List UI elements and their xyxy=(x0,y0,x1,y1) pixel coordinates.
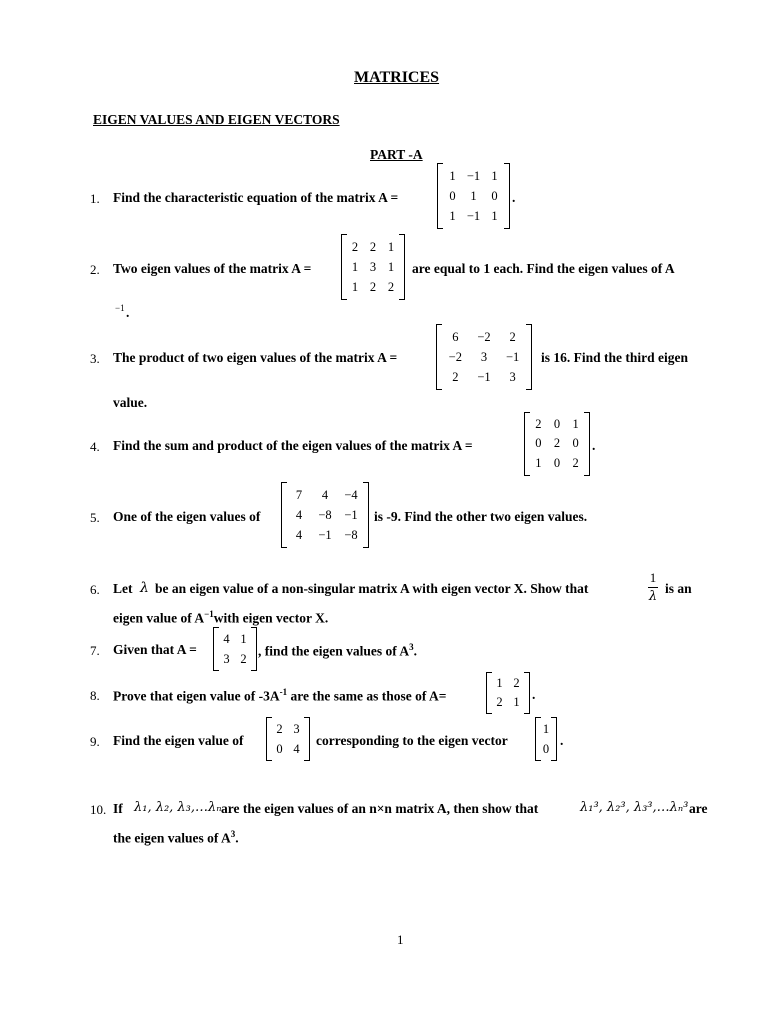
matrix-cell: 3 xyxy=(293,721,300,736)
matrix-cell: 0 xyxy=(276,741,283,756)
matrix-cell: 0 xyxy=(491,188,498,203)
matrix-cell: 0 xyxy=(553,455,561,470)
matrix-q9 xyxy=(266,717,310,761)
matrix-q7 xyxy=(213,627,257,671)
question-text: corresponding to the eigen vector xyxy=(316,733,508,748)
question-text-cont: eigen value of $A^{-1}with$ eigen vector X. xyxy=(113,609,329,626)
question-text: is an xyxy=(665,581,692,596)
matrix-cell: 0 xyxy=(535,436,542,451)
matrix-cell: 1 xyxy=(496,676,503,690)
matrix-cell: 1 xyxy=(491,208,498,223)
question-text: Given that A = xyxy=(113,642,197,657)
question-text-cont: value. xyxy=(113,395,148,410)
question-text: are xyxy=(689,801,708,816)
question-number: 6. xyxy=(90,582,100,597)
matrix-q3 xyxy=(436,324,532,390)
matrix-cell: −2 xyxy=(448,349,462,364)
matrix-cell: 2 xyxy=(513,676,520,690)
matrix-cell: 1 xyxy=(387,259,395,274)
matrix-cell: 1 xyxy=(240,631,247,646)
matrix-cell: 1 xyxy=(449,168,456,183)
question-punct: . xyxy=(126,305,130,320)
matrix-cell: 4 xyxy=(321,487,329,502)
lambda-symbol: λ xyxy=(140,580,149,596)
matrix-cell: 6 xyxy=(452,329,459,344)
section-heading: EIGEN VALUES AND EIGEN VECTORS xyxy=(93,112,340,127)
matrix-cell: −2 xyxy=(477,329,491,344)
question-text: Prove that eigen value of $-3A^{-1}$ are the same as those of A= xyxy=(113,687,447,704)
matrix-q5 xyxy=(281,482,369,548)
matrix-cell: 3 xyxy=(223,651,230,666)
question-number: 3. xyxy=(90,351,100,366)
question-text: One of the eigen values of xyxy=(113,509,261,524)
matrix-cell: 2 xyxy=(572,455,579,470)
matrix-cell: 2 xyxy=(535,417,542,432)
matrix-q8 xyxy=(486,672,530,714)
matrix-cell: −1 xyxy=(477,369,491,384)
eigen-vector-q9 xyxy=(535,717,557,761)
question-punct: . xyxy=(560,733,564,748)
fraction-numerator: 1 xyxy=(649,570,657,585)
matrix-q1 xyxy=(437,163,510,229)
matrix-q2 xyxy=(341,234,405,300)
question-text: are equal to 1 each. Find the eigen values of A xyxy=(412,261,675,276)
matrix-cell: 1 xyxy=(491,168,498,183)
matrix-cell: 4 xyxy=(293,741,300,756)
matrix-cell: −8 xyxy=(344,527,358,542)
question-number: 10. xyxy=(90,802,107,817)
page-number: 1 xyxy=(397,932,404,947)
matrix-cell: 2 xyxy=(452,369,459,384)
matrix-cell: −1 xyxy=(466,208,481,223)
matrix-cell: 1 xyxy=(513,695,520,709)
question-text: Find the characteristic equation of the matrix A = xyxy=(113,190,399,205)
matrix-cell: −1 xyxy=(344,507,358,522)
fraction-one-over-lambda xyxy=(645,570,661,604)
inverse-superscript: −1 xyxy=(115,303,125,313)
question-text: is -9. Find the other two eigen values. xyxy=(374,509,588,524)
part-heading: PART -A xyxy=(370,147,423,162)
matrix-cell: 1 xyxy=(542,721,550,736)
question-text: Find the sum and product of the eigen values of the matrix A = xyxy=(113,438,473,453)
matrix-q4 xyxy=(524,412,590,476)
question-text: , find the eigen values of $A^3$. xyxy=(258,642,418,659)
matrix-cell: −1 xyxy=(506,349,520,364)
matrix-cell: 2 xyxy=(553,436,561,451)
question-punct: . xyxy=(512,190,516,205)
matrix-cell: 2 xyxy=(369,279,377,294)
matrix-cell: 3 xyxy=(480,349,488,364)
matrix-cell: 2 xyxy=(387,279,395,294)
question-text: The product of two eigen values of the matrix A = xyxy=(113,350,398,365)
matrix-cell: 4 xyxy=(295,527,303,542)
matrix-cell: 1 xyxy=(470,188,477,203)
question-text-cont: the eigen values of $A^3$. xyxy=(113,829,239,846)
matrix-cell: 1 xyxy=(535,455,542,470)
matrix-cell: 2 xyxy=(240,651,247,666)
matrix-cell: 1 xyxy=(351,279,359,294)
matrix-cell: 1 xyxy=(572,417,579,432)
matrix-cell: 1 xyxy=(449,208,456,223)
matrix-cell: 3 xyxy=(509,369,516,384)
matrix-cell: 3 xyxy=(369,259,377,274)
question-punct: . xyxy=(532,687,536,702)
question-punct: . xyxy=(592,438,596,453)
question-text: is 16. Find the third eigen xyxy=(541,350,689,365)
matrix-cell: 0 xyxy=(542,741,550,756)
question-text: Two eigen values of the matrix A = xyxy=(113,261,312,276)
matrix-cell: −1 xyxy=(318,527,332,542)
question-number: 2. xyxy=(90,262,100,277)
matrix-cell: 2 xyxy=(509,329,516,344)
lambda-list: λ₁, λ₂, λ₃,…λₙ xyxy=(134,800,222,815)
question-text: Find the eigen value of xyxy=(113,733,244,748)
matrix-cell: 4 xyxy=(223,631,230,646)
matrix-cell: 2 xyxy=(276,721,283,736)
matrix-cell: −8 xyxy=(318,507,332,522)
matrix-cell: 0 xyxy=(553,417,561,432)
matrix-cell: 0 xyxy=(449,188,456,203)
fraction-denominator: λ xyxy=(648,589,658,604)
matrix-cell: 2 xyxy=(351,239,359,254)
question-number: 9. xyxy=(90,734,100,749)
question-number: 1. xyxy=(90,191,100,206)
matrix-cell: 2 xyxy=(369,239,377,254)
matrix-cell: 7 xyxy=(295,487,303,502)
matrix-cell: 2 xyxy=(496,695,503,709)
matrix-cell: 0 xyxy=(572,436,579,451)
question-number: 7. xyxy=(90,643,100,658)
lambda-cubed-list: λ₁³, λ₂³, λ₃³,…λₙ³ xyxy=(580,800,689,815)
question-number: 8. xyxy=(90,688,100,703)
question-text: If xyxy=(113,801,123,816)
question-text: are the eigen values of an n×n matrix A, then show that xyxy=(221,801,539,816)
matrix-cell: 1 xyxy=(351,259,359,274)
matrix-cell: 1 xyxy=(387,239,395,254)
question-text: be an eigen value of a non-singular matrix A with eigen vector X. Show that xyxy=(155,581,589,596)
matrix-cell: 4 xyxy=(295,507,303,522)
matrix-cell: −1 xyxy=(466,168,481,183)
page-title: MATRICES xyxy=(354,69,440,86)
matrix-cell: −4 xyxy=(344,487,358,502)
question-number: 5. xyxy=(90,510,100,525)
question-text: Let xyxy=(113,581,133,596)
question-number: 4. xyxy=(90,439,100,454)
